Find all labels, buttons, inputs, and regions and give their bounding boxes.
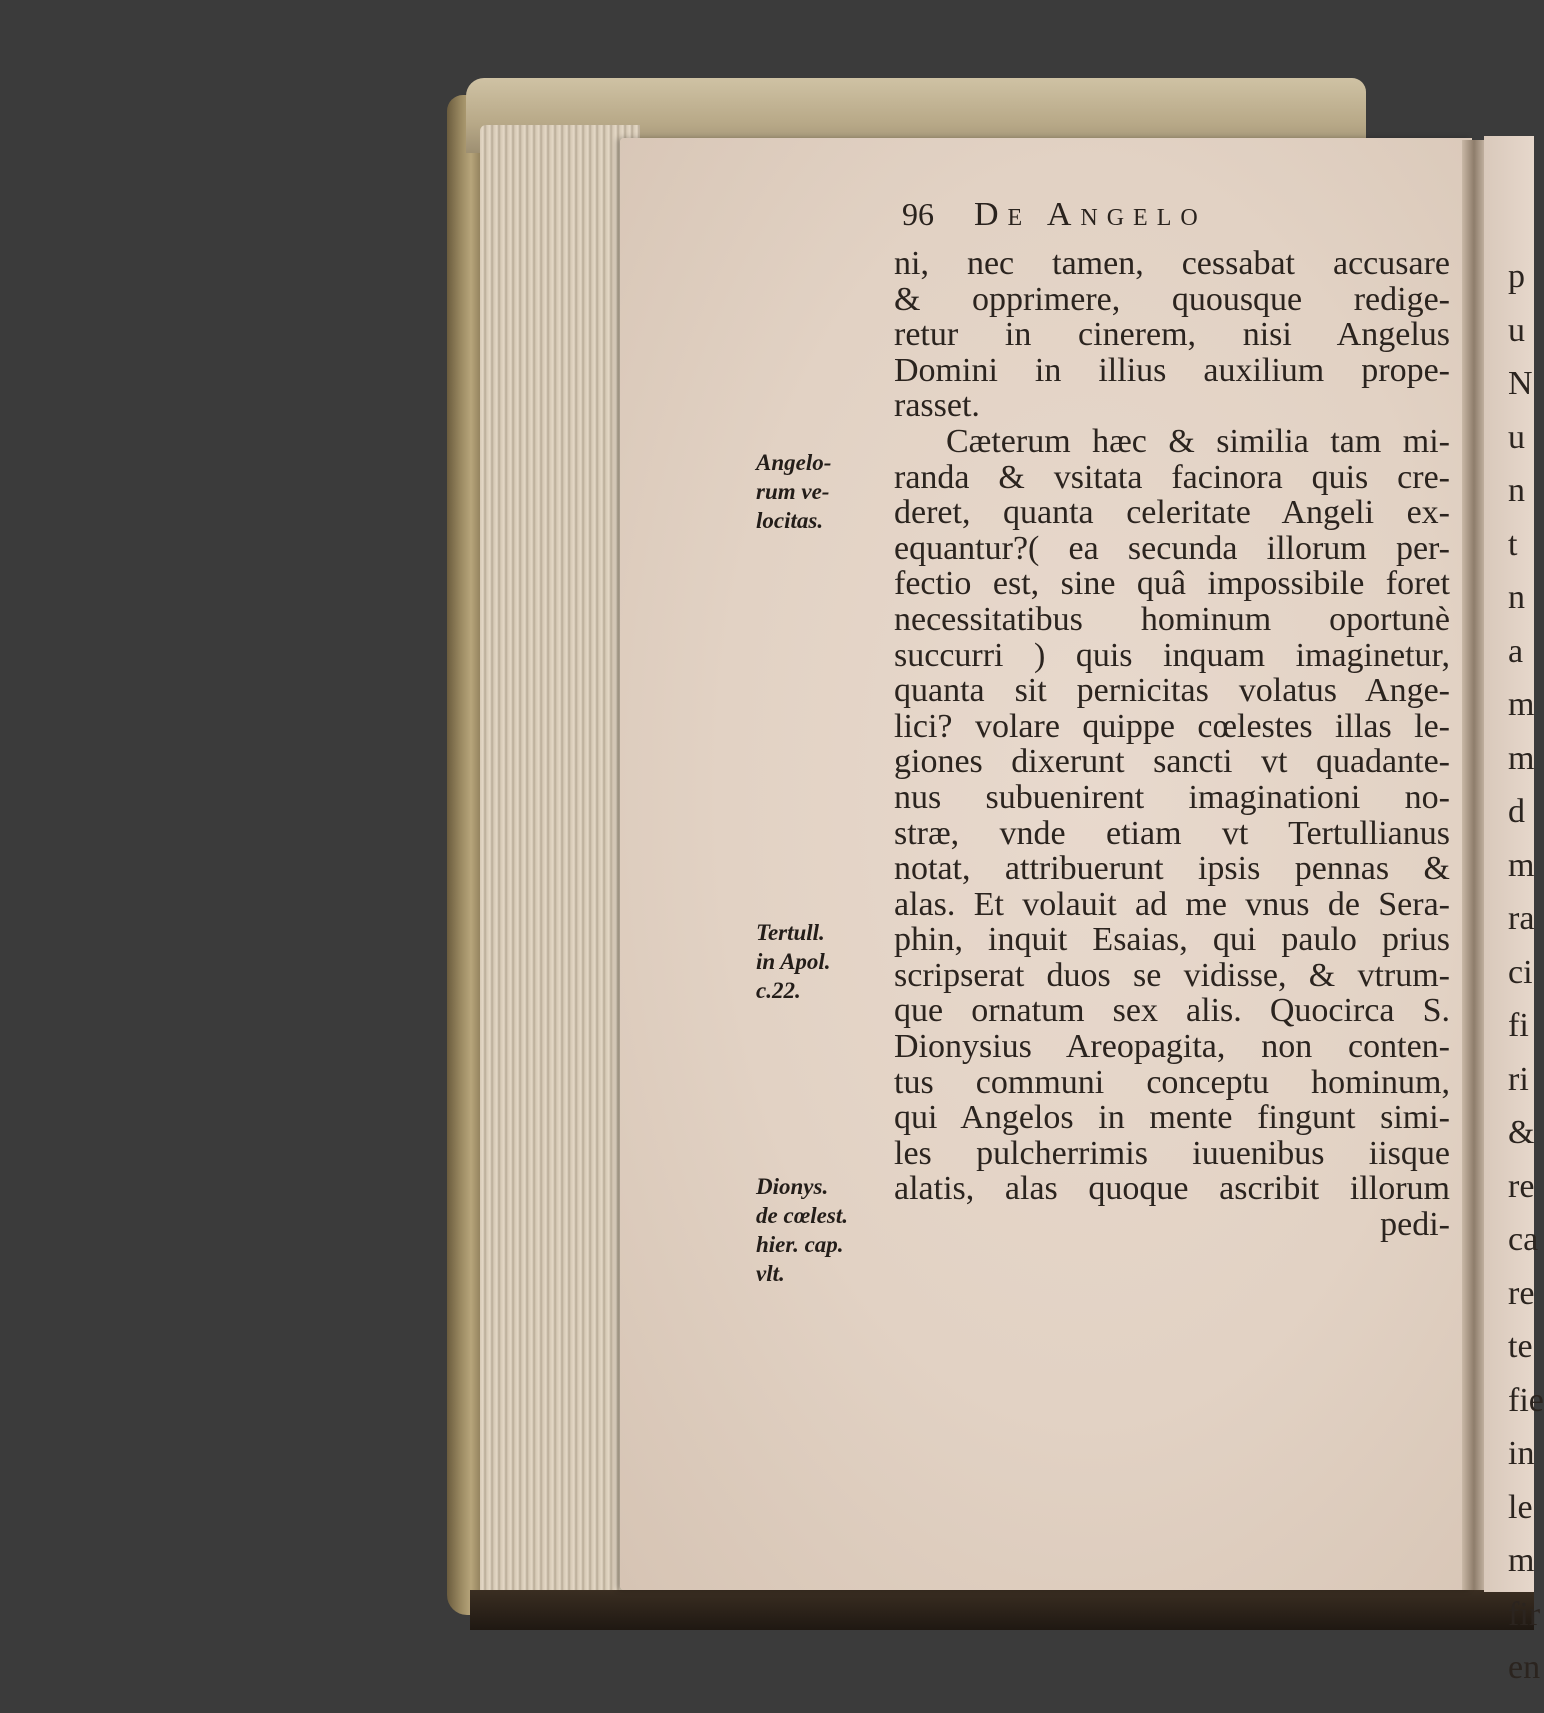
- text-line: scripserat duos se vidisse, & vtrum-: [894, 956, 1450, 994]
- right-page-fragment: p u N u n t n a m m d m ra ci fi ri & re ca re te fie in le m fir en: [1508, 258, 1544, 1686]
- catchword: pedi-: [1380, 1206, 1450, 1244]
- margin-note-angelorum: Angelo- rum ve- locitas.: [756, 450, 832, 533]
- text-line: nus subuenirent imaginationi no-: [894, 778, 1450, 816]
- text-line: les pulcherrimis iuuenibus iisque: [894, 1134, 1450, 1172]
- body-text: [894, 246, 1450, 1243]
- text-line: retur in cinerem, nisi Angelus: [894, 316, 1450, 354]
- text-line: fectio est, sine quâ impossibile foret: [894, 565, 1450, 603]
- text-line: deret, quanta celeritate Angeli ex-: [894, 494, 1450, 532]
- text-line: alas. Et volauit ad me vnus de Sera-: [894, 885, 1450, 923]
- page-number: 96: [902, 196, 934, 232]
- text-line: stræ, vnde etiam vt Tertullianus: [894, 814, 1450, 852]
- text-line: Cæterum hæc & similia tam mi-: [946, 422, 1450, 460]
- text-line: lici? volare quippe cœlestes illas le-: [894, 707, 1450, 745]
- text-line: notat, attribuerunt ipsis pennas &: [894, 850, 1450, 888]
- page-header: [902, 196, 1207, 242]
- text-line: qui Angelos in mente fingunt simi-: [894, 1099, 1450, 1137]
- book-gutter: [1462, 140, 1486, 1590]
- text-line: ni, nec tamen, cessabat accusare: [894, 245, 1450, 282]
- page-stack: [480, 125, 640, 1605]
- text-line: randa & vsitata facinora quis cre-: [894, 458, 1450, 496]
- text-line: rasset.: [894, 387, 980, 425]
- text-line: equantur?( ea secunda illorum per-: [894, 529, 1450, 567]
- text-line: alatis, alas quoque ascribit illorum: [894, 1170, 1450, 1208]
- text-line: quanta sit pernicitas volatus Ange-: [894, 672, 1450, 710]
- margin-note-dionysius: Dionys. de cœlest. hier. cap. vlt.: [756, 1174, 848, 1286]
- text-line: tus communi conceptu hominum,: [894, 1063, 1450, 1101]
- text-line: Dionysius Areopagita, non conten-: [894, 1028, 1450, 1066]
- text-line: giones dixerunt sancti vt quadante-: [894, 743, 1450, 781]
- text-line: que ornatum sex alis. Quocirca S.: [894, 992, 1450, 1030]
- text-line: phin, inquit Esaias, qui paulo prius: [894, 921, 1450, 959]
- text-line: Domini in illius auxilium prope-: [894, 351, 1450, 389]
- running-head: De Angelo: [974, 196, 1207, 233]
- text-line: necessitatibus hominum oportunè: [894, 600, 1450, 638]
- text-line: & opprimere, quousque redige-: [894, 280, 1450, 318]
- margin-note-tertullian: Tertull. in Apol. c.22.: [756, 920, 831, 1003]
- text-line: succurri ) quis inquam imaginetur,: [894, 636, 1450, 674]
- book-bottom: [470, 1590, 1534, 1630]
